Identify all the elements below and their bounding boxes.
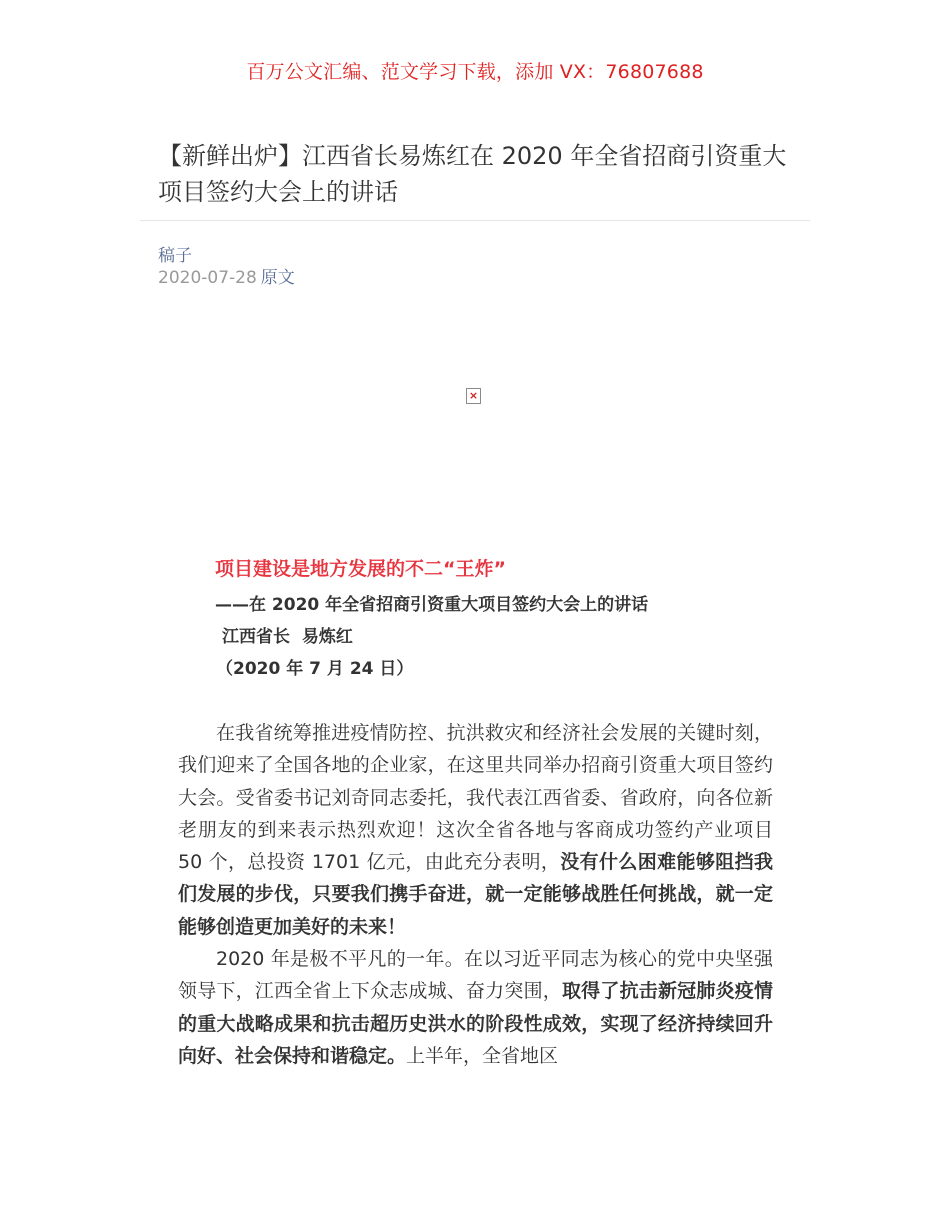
- title-divider: [140, 220, 810, 221]
- original-source-link[interactable]: 原文: [260, 268, 295, 288]
- broken-image-icon: ×: [466, 388, 481, 404]
- body-paragraph: [178, 717, 773, 943]
- speech-date: （2020 年 7 月 24 日）: [216, 659, 414, 679]
- paragraph-text: 上半年，全省地区: [406, 1044, 559, 1067]
- download-banner: 百万公文汇编、范文学习下载，添加 VX：76807688: [246, 61, 704, 83]
- speech-subheading: ——在 2020 年全省招商引资重大项目签约大会上的讲话: [215, 595, 649, 615]
- paragraph-emphasis: 取得了抗击新冠肺炎疫情的重大战略成果和抗击超历史洪水的阶段性成效，实现了经济持续回升向好、社会保持和谐稳定。: [178, 980, 773, 1067]
- article-body: [178, 717, 773, 1072]
- paragraph-text: 2020 年是极不平凡的一年。在以习近平同志为核心的党中央坚强领导下，江西全省上下众志成城、奋力突围，: [178, 948, 773, 1003]
- article-meta: [158, 263, 295, 288]
- speech-heading: 项目建设是地方发展的不二“王炸”: [215, 558, 506, 580]
- body-paragraph: [178, 943, 773, 1072]
- article-author-link[interactable]: 稿子: [158, 246, 192, 266]
- article-title: 【新鲜出炉】江西省长易炼红在 2020 年全省招商引资重大项目签约大会上的讲话: [158, 142, 787, 206]
- paragraph-emphasis: 没有什么困难能够阻挡我们发展的步伐，只要我们携手奋进，就一定能够战胜任何挑战，就一定能够创造更加美好的未来！: [178, 851, 773, 938]
- publish-date: 2020-07-28: [158, 268, 257, 288]
- speech-speaker: 江西省长 易炼红: [222, 627, 353, 647]
- paragraph-text: 在我省统筹推进疫情防控、抗洪救灾和经济社会发展的关键时刻，我们迎来了全国各地的企业家，在这里共同举办招商引资重大项目签约大会。受省委书记刘奇同志委托，我代表江西省委、省政府，向各位新老朋友的到来表示热烈欢迎！这次全省各地与客商成功签约产业项目 50 个，总投资 1701 亿元，由此充分表明，: [178, 722, 773, 874]
